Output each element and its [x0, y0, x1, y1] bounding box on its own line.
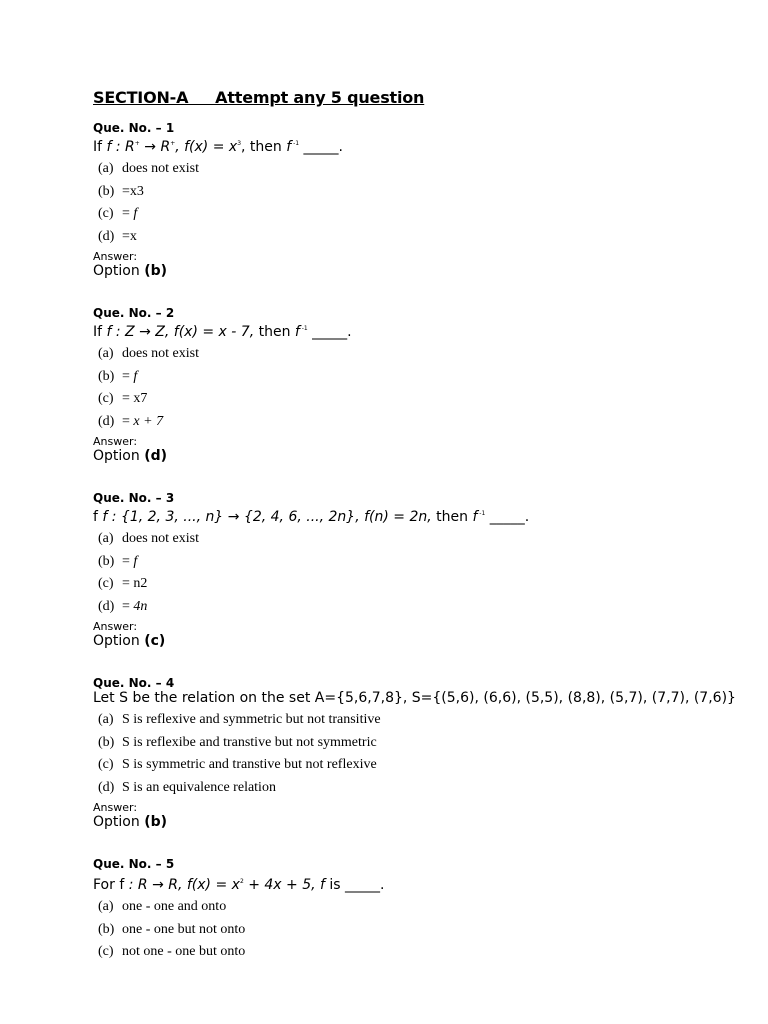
- question-number: Que. No. – 4: [93, 676, 175, 690]
- option-a: (a) does not exist: [98, 161, 199, 176]
- option-b: (b) = f: [98, 368, 138, 384]
- answer: Option (b): [93, 814, 168, 830]
- option-c: (c) S is symmetric and transtive but not reflexive: [98, 757, 377, 772]
- question-3: [93, 491, 768, 650]
- option-b: (b) = f: [98, 553, 138, 569]
- option-b: (b) =x3: [98, 183, 144, 199]
- question-4: [93, 676, 768, 831]
- option-d: (d) =x: [98, 228, 137, 244]
- option-a: (a) one - one and onto: [98, 899, 227, 914]
- option-c: (c) = n2: [98, 576, 148, 591]
- option-d: (d) = x + 7: [98, 413, 164, 429]
- question-paper: [93, 88, 768, 964]
- option-c: (c) = x7: [98, 391, 148, 406]
- question-text: If f : R+ → R+, $f(x) = x^3$, then f $^{-1}$ _____.: [93, 139, 343, 155]
- question-text: f f : {1, 2, 3, ..., n} → {2, 4, 6, ..., 2n}, f(n) = 2n, then f $^{-1}$ _____.: [93, 509, 530, 525]
- option-b: (b) one - one but not onto: [98, 921, 246, 937]
- question-text: Let S be the relation on the set A={5,6,7,8}, S={(5,6), (6,6), (5,5), (8,8), (5,7), (7,7), (7,6)}: [93, 690, 736, 706]
- option-a: (a) does not exist: [98, 346, 199, 361]
- question-number: Que. No. – 2: [93, 306, 175, 320]
- question-2: [93, 306, 768, 465]
- answer-label: Answer:: [93, 801, 138, 814]
- option-a: (a) does not exist: [98, 531, 199, 546]
- question-5: [93, 857, 768, 964]
- answer-label: Answer:: [93, 250, 138, 263]
- question-text: For f : R → R, $f(x) = x^2 + 4x + 5$, f is _____.: [93, 877, 385, 893]
- option-c: (c) not one - one but onto: [98, 944, 246, 959]
- option-c: (c) = f: [98, 206, 138, 221]
- answer-label: Answer:: [93, 620, 138, 633]
- question-text: If f : Z → Z, f(x) = x - 7, then f $^{-1}$ _____.: [93, 324, 352, 340]
- answer: Option (d): [93, 448, 168, 464]
- answer: Option (b): [93, 263, 168, 279]
- question-number: Que. No. – 5: [93, 857, 175, 871]
- answer: Option (c): [93, 633, 166, 649]
- option-b: (b) S is reflexibe and transtive but not symmetric: [98, 734, 377, 750]
- question-1: [93, 121, 768, 280]
- option-d: (d) S is an equivalence relation: [98, 779, 276, 795]
- answer-label: Answer:: [93, 435, 138, 448]
- question-number: Que. No. – 1: [93, 121, 175, 135]
- section-heading: SECTION-A Attempt any 5 question: [93, 88, 425, 107]
- option-a: (a) S is reflexive and symmetric but not transitive: [98, 712, 381, 727]
- question-number: Que. No. – 3: [93, 491, 175, 505]
- option-d: (d) = 4n: [98, 598, 148, 614]
